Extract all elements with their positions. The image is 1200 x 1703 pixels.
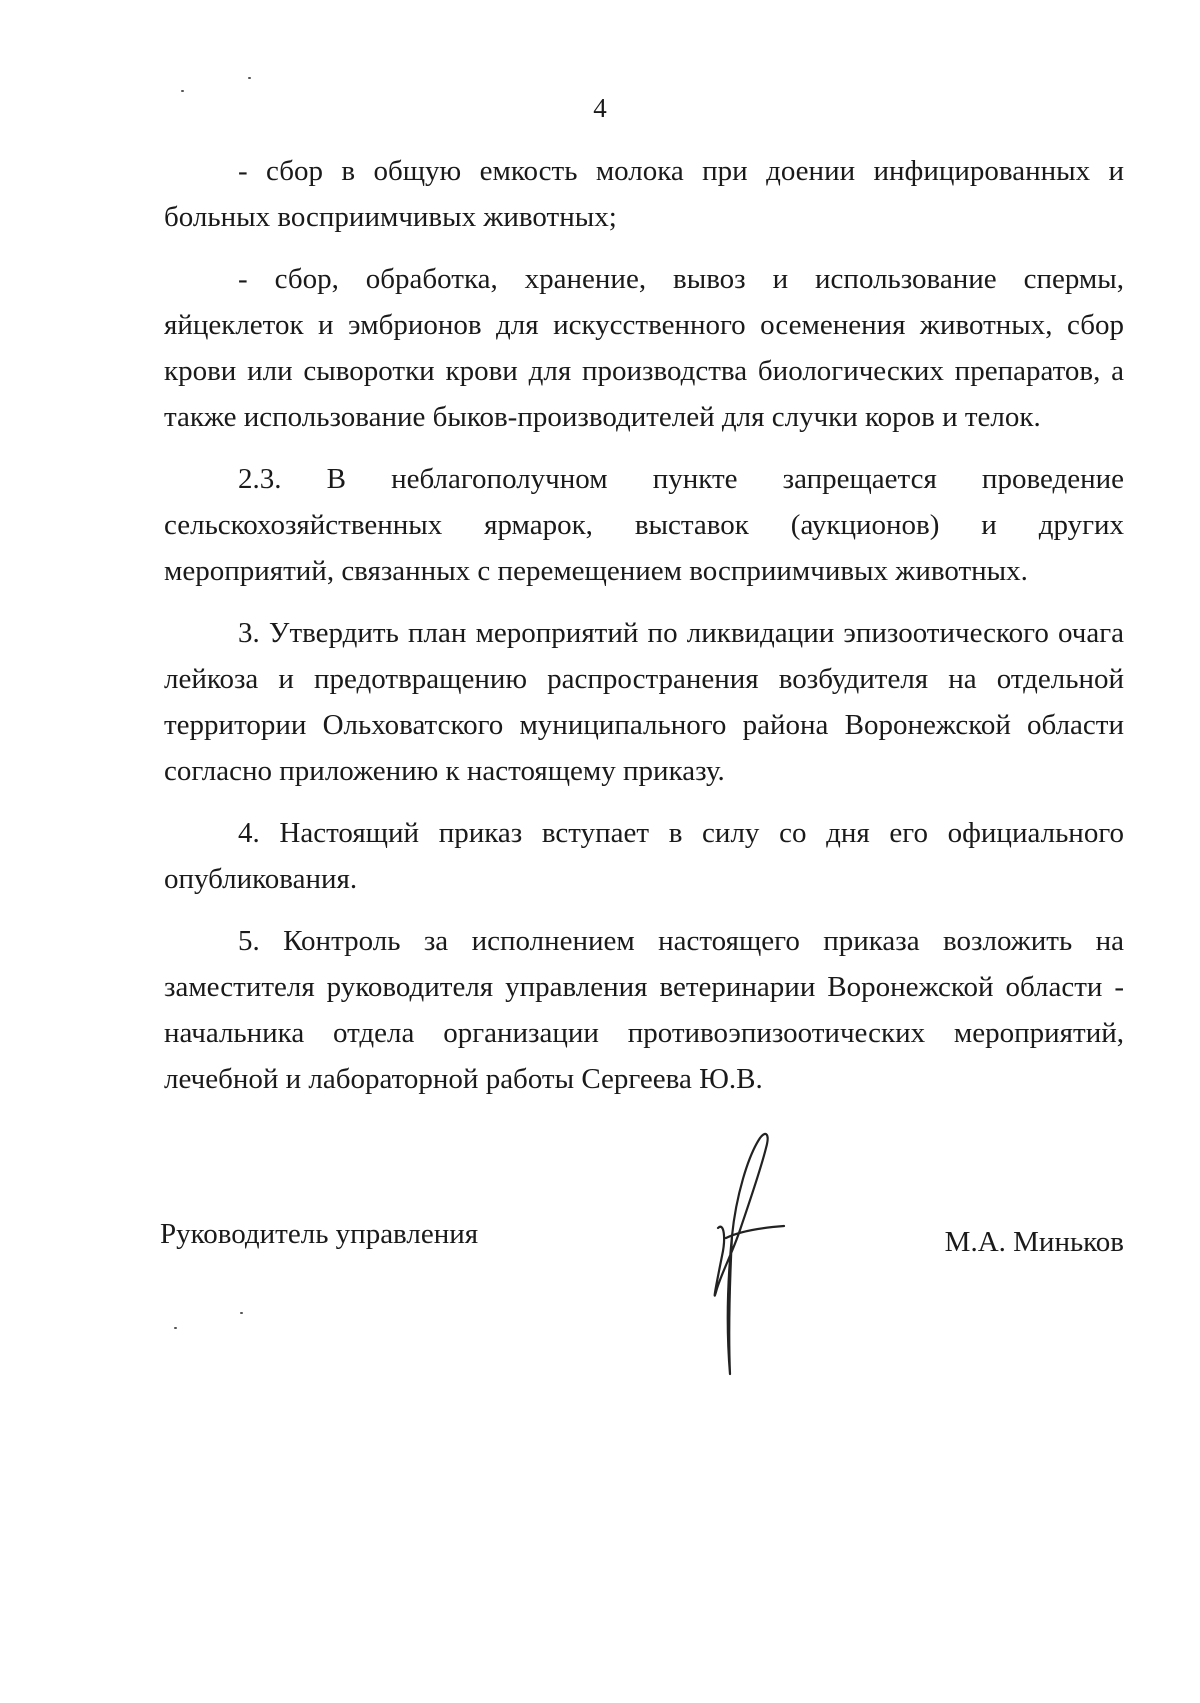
document-body xyxy=(164,148,1124,1118)
paragraph-sperm-collection: - сбор, обработка, хранение, вывоз и использование спермы, яйцеклеток и эмбрионов для искусственного осеменения животных, сбор крови или сыворотки крови для производства биологических препаратов, а также использование быков-производителей для случки коров и телок. xyxy=(164,263,1124,433)
scan-speck xyxy=(240,1312,243,1314)
paragraph-4: 4. Настоящий приказ вступает в силу со дня его официального опубликования. xyxy=(164,817,1124,895)
page-number: 4 xyxy=(593,93,607,123)
signature-block xyxy=(160,1216,1124,1276)
signatory-title: Руководитель управления xyxy=(160,1218,479,1250)
signatory-name: М.А. Миньков xyxy=(944,1226,1124,1258)
scan-speck xyxy=(248,77,251,79)
paragraph-3: 3. Утвердить план мероприятий по ликвидации эпизоотического очага лейкоза и предотвращению распространения возбудителя на отдельной территории Ольховатского муниципального района Воронежской области согласно приложению к настоящему приказу. xyxy=(164,617,1124,787)
paragraph-2-3: 2.3. В неблагополучном пункте запрещается проведение сельскохозяйственных ярмарок, выставок (аукционов) и других мероприятий, связанных с перемещением восприимчивых животных. xyxy=(164,463,1124,587)
paragraph-milk-collection: - сбор в общую емкость молока при доении инфицированных и больных восприимчивых животных; xyxy=(164,155,1124,233)
scan-speck xyxy=(174,1327,177,1329)
paragraph-5: 5. Контроль за исполнением настоящего приказа возложить на заместителя руководителя управления ветеринарии Воронежской области - начальника отдела организации противоэпизоотических мероприятий, лечебной и лабораторной работы Сергеева Ю.В. xyxy=(164,925,1124,1095)
